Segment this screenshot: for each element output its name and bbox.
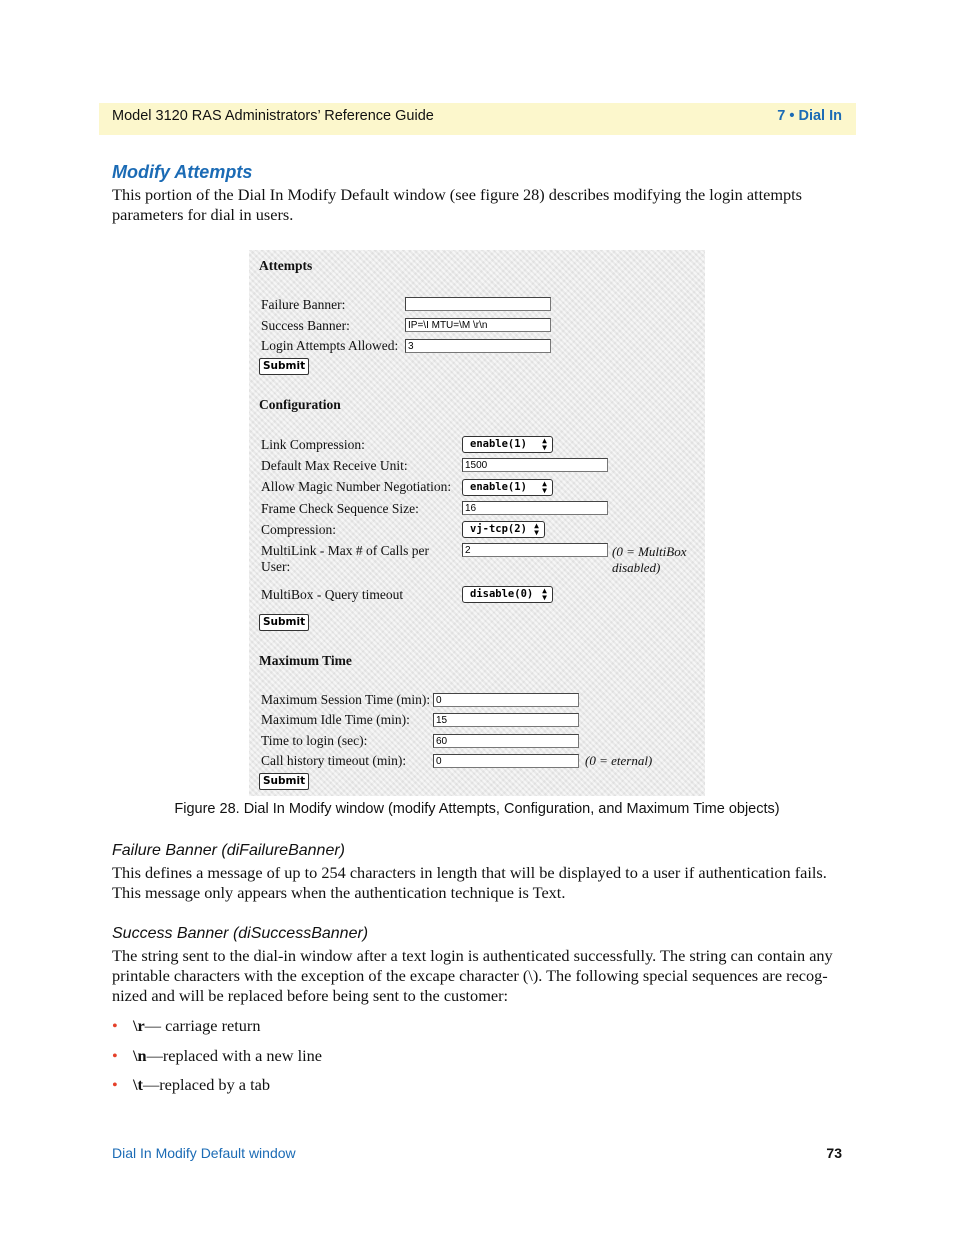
compression-select[interactable]	[462, 521, 545, 538]
max-receive-label: Default Max Receive Unit:	[261, 458, 408, 473]
bullet-code: \r	[133, 1016, 145, 1035]
section-title: Modify Attempts	[112, 162, 253, 182]
select-arrows-icon: ▲ ▼	[542, 436, 547, 452]
list-item	[112, 1046, 322, 1066]
multilink-note	[612, 544, 686, 576]
multilink-note-line2: disabled)	[612, 560, 661, 575]
bullet-text: —replaced by a tab	[142, 1075, 270, 1094]
multibox-timeout-label: MultiBox - Query timeout	[261, 587, 404, 602]
link-compression-value: enable(1)	[470, 438, 527, 450]
failure-banner-text-line2: This message only appears when the authentication technique is Text.	[112, 883, 566, 902]
configuration-heading: Configuration	[259, 397, 341, 412]
multilink-note-line1: (0 = MultiBox	[612, 544, 687, 559]
bullet-code: \t	[133, 1075, 143, 1094]
session-time-input[interactable]: 0	[433, 693, 579, 707]
login-time-label: Time to login (sec):	[261, 733, 368, 748]
select-arrows-icon: ▲ ▼	[542, 479, 547, 495]
failure-banner-heading: Failure Banner (diFailureBanner)	[112, 842, 345, 859]
login-time-input[interactable]: 60	[433, 734, 579, 748]
success-banner-heading: Success Banner (diSuccessBanner)	[112, 925, 369, 942]
bullet-icon: •	[112, 1075, 118, 1094]
call-history-input[interactable]: 0	[433, 754, 579, 768]
multilink-label-line1: MultiLink - Max # of Calls per	[261, 543, 429, 558]
running-header	[99, 103, 856, 135]
magic-number-value: enable(1)	[470, 481, 527, 493]
intro-paragraph: This portion of the Dial In Modify Default window (see figure 28) describes modifying the login attempts parameters for dial in users.	[112, 185, 802, 224]
fcs-size-label: Frame Check Sequence Size:	[261, 501, 419, 516]
dial-in-modify-window	[249, 250, 705, 796]
list-item	[112, 1075, 270, 1095]
success-banner-text	[112, 946, 872, 1006]
login-attempts-label: Login Attempts Allowed:	[261, 338, 399, 353]
multibox-timeout-value: disable(0)	[470, 588, 534, 600]
session-time-label: Maximum Session Time (min):	[261, 692, 431, 707]
fcs-size-input[interactable]: 16	[462, 501, 608, 515]
footer-section-link[interactable]: Dial In Modify Default window	[112, 1145, 296, 1161]
configuration-submit-button[interactable]: Submit	[259, 614, 309, 631]
list-item	[112, 1016, 260, 1036]
idle-time-input[interactable]: 15	[433, 713, 579, 727]
bullet-icon: •	[112, 1016, 118, 1035]
multilink-input[interactable]: 2	[462, 543, 608, 557]
call-history-label: Call history timeout (min):	[261, 753, 407, 768]
login-attempts-input[interactable]: 3	[405, 339, 551, 353]
magic-number-select[interactable]	[462, 479, 553, 496]
failure-banner-label: Failure Banner:	[261, 297, 346, 312]
magic-number-label: Allow Magic Number Negotiation:	[261, 479, 452, 494]
link-compression-label: Link Compression:	[261, 437, 365, 452]
success-banner-text-line1: The string sent to the dial-in window after a text login is authenticated successfully. The string can contain any	[112, 946, 833, 965]
failure-banner-text	[112, 863, 872, 903]
compression-value: vj-tcp(2)	[470, 523, 527, 535]
call-history-note: (0 = eternal)	[585, 753, 653, 768]
multilink-label-line2: User:	[261, 559, 291, 574]
success-banner-input[interactable]: IP=\I MTU=\M \r\n	[405, 318, 551, 332]
bullet-text: —replaced with a new line	[146, 1046, 322, 1065]
success-banner-text-line2: printable characters with the exception of the excape character (\). The following special sequences are recog-	[112, 966, 828, 985]
bullet-icon: •	[112, 1046, 118, 1065]
chapter-label: 7 • Dial In	[777, 108, 842, 124]
attempts-submit-button[interactable]: Submit	[259, 358, 309, 375]
multilink-label	[261, 543, 429, 575]
multibox-timeout-select[interactable]	[462, 586, 553, 603]
maximum-time-submit-button[interactable]: Submit	[259, 773, 309, 790]
maximum-time-heading: Maximum Time	[259, 653, 352, 668]
success-banner-text-line3: nized and will be replaced before being sent to the customer:	[112, 986, 509, 1005]
page-number: 73	[826, 1145, 842, 1161]
failure-banner-input[interactable]	[405, 297, 551, 311]
bullet-code: \n	[133, 1046, 147, 1065]
select-arrows-icon: ▲ ▼	[534, 521, 539, 537]
idle-time-label: Maximum Idle Time (min):	[261, 712, 410, 727]
link-compression-select[interactable]	[462, 436, 553, 453]
attempts-heading: Attempts	[259, 258, 313, 273]
figure-caption: Figure 28. Dial In Modify window (modify Attempts, Configuration, and Maximum Time objects)	[174, 801, 780, 817]
max-receive-input[interactable]: 1500	[462, 458, 608, 472]
guide-title: Model 3120 RAS Administrators’ Reference Guide	[112, 108, 434, 124]
success-banner-label: Success Banner:	[261, 318, 350, 333]
select-arrows-icon: ▲ ▼	[542, 586, 547, 602]
failure-banner-text-line1: This defines a message of up to 254 characters in length that will be displayed to a user if authentication fails.	[112, 863, 827, 882]
compression-label: Compression:	[261, 522, 337, 537]
bullet-text: — carriage return	[144, 1016, 261, 1035]
